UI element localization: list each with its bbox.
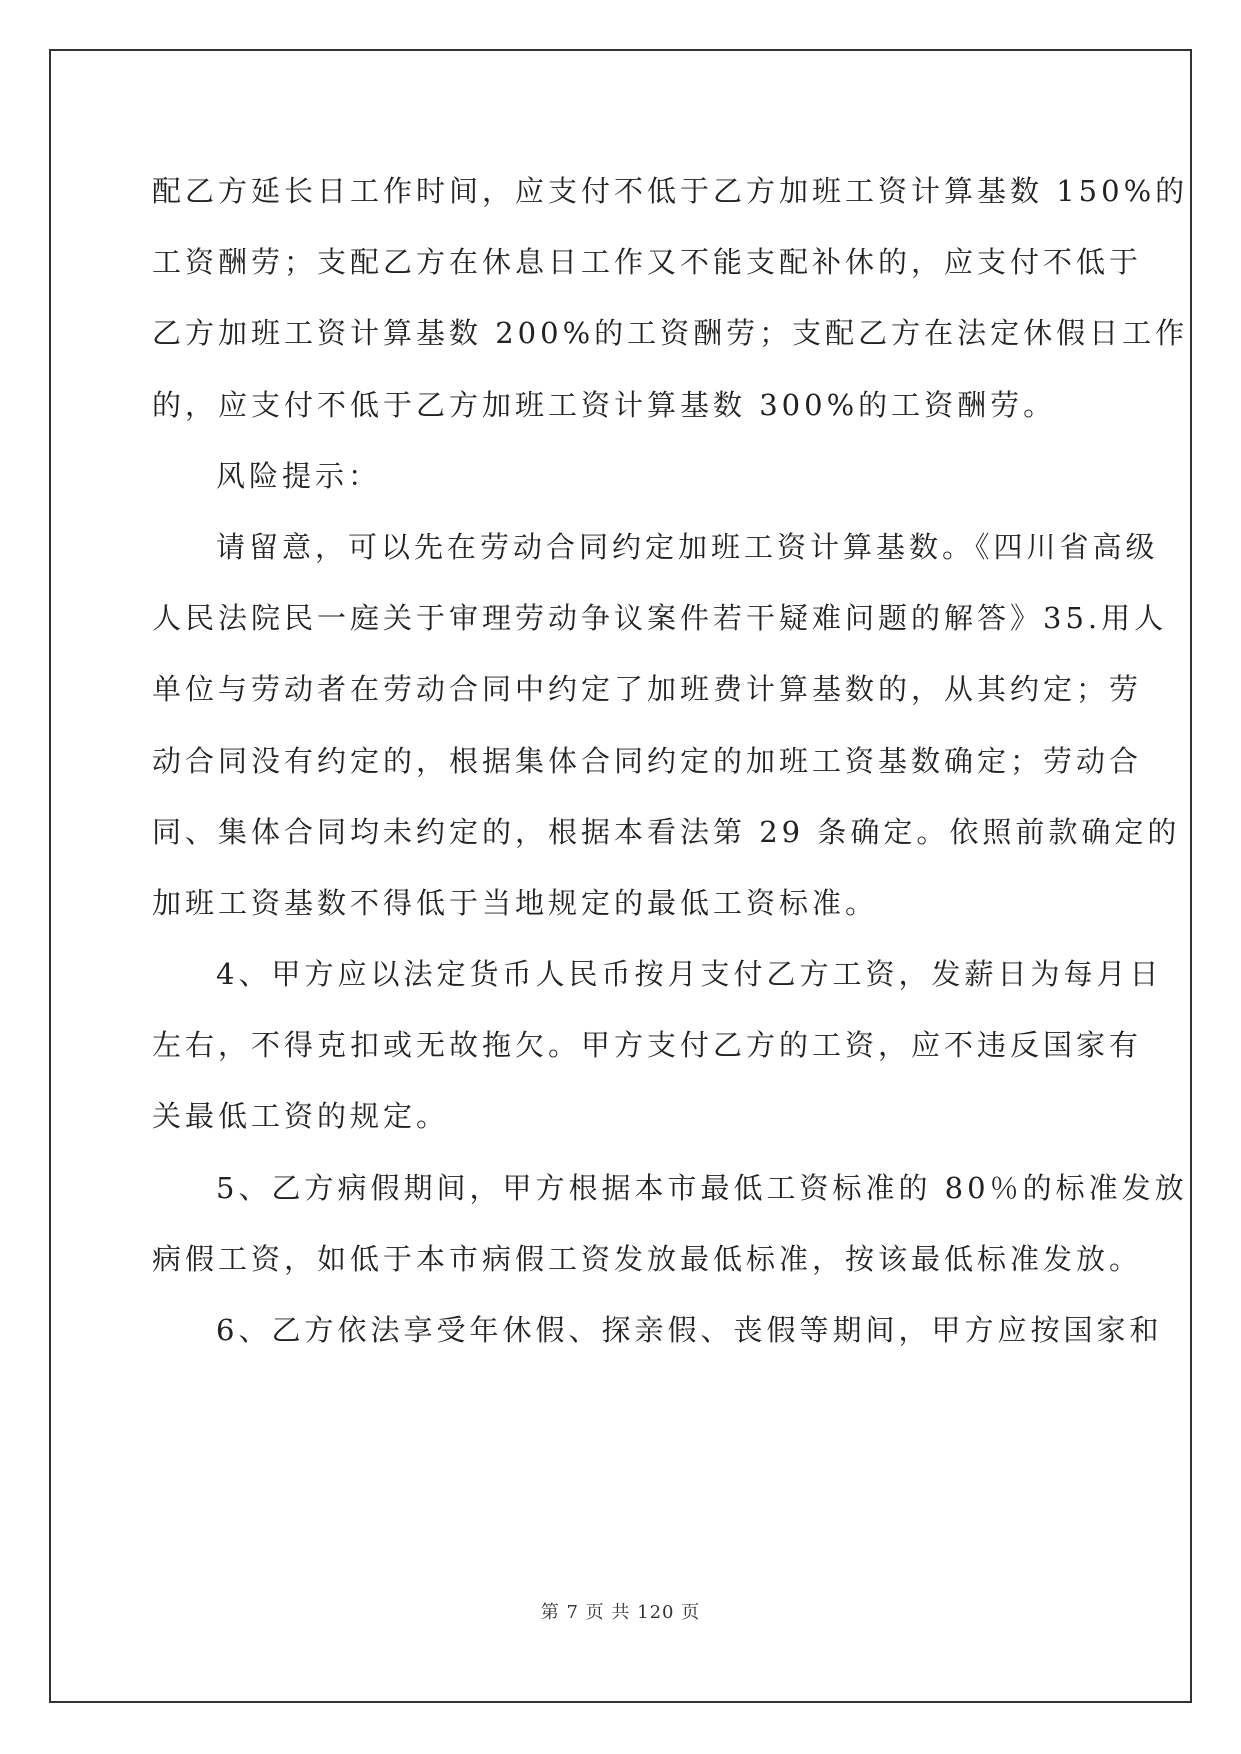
- text-line: 配乙方延长日工作时间，应支付不低于乙方加班工资计算基数 150%的: [152, 174, 1189, 208]
- text-line: 左右，不得克扣或无故拖欠。甲方支付乙方的工资，应不违反国家有: [152, 1028, 1143, 1063]
- text-line: 人民法院民一庭关于审理劳动争议案件若干疑难问题的解答》35.用人: [152, 601, 1168, 636]
- text-line: 请留意，可以先在劳动合同约定加班工资计算基数。《四川省高级: [216, 529, 1159, 564]
- text-line: 6、乙方依法享受年休假、探亲假、丧假等期间，甲方应按国家和: [216, 1313, 1163, 1347]
- page-number: 第 7 页 共 120 页: [540, 1602, 701, 1623]
- text-line: 加班工资基数不得低于当地规定的最低工资标准。: [152, 885, 879, 920]
- text-line: 4、甲方应以法定货币人民币按月支付乙方工资，发薪日为每月日: [216, 957, 1163, 992]
- text-line: 乙方加班工资计算基数 200%的工资酬劳；支配乙方在法定休假日工作: [152, 316, 1189, 351]
- text-line: 关最低工资的规定。: [152, 1099, 450, 1134]
- text-line: 5、乙方病假期间，甲方根据本市最低工资标准的 80％的标准发放: [216, 1170, 1188, 1205]
- text-line: 工资酬劳；支配乙方在休息日工作又不能支配补休的，应支付不低于: [152, 245, 1143, 280]
- section-heading: 风险提示：: [216, 458, 382, 493]
- text-line: 动合同没有约定的，根据集体合同约定的加班工资基数确定；劳动合: [152, 743, 1143, 778]
- text-line: 同、集体合同均未约定的，根据本看法第 29 条确定。依照前款确定的: [152, 814, 1181, 849]
- text-line: 病假工资，如低于本市病假工资发放最低标准，按该最低标准发放。: [152, 1241, 1143, 1276]
- text-line: 单位与劳动者在劳动合同中约定了加班费计算基数的，从其约定；劳: [152, 672, 1143, 707]
- document-body: [152, 156, 1189, 1366]
- text-line: 的，应支付不低于乙方加班工资计算基数 300%的工资酬劳。: [152, 387, 1057, 422]
